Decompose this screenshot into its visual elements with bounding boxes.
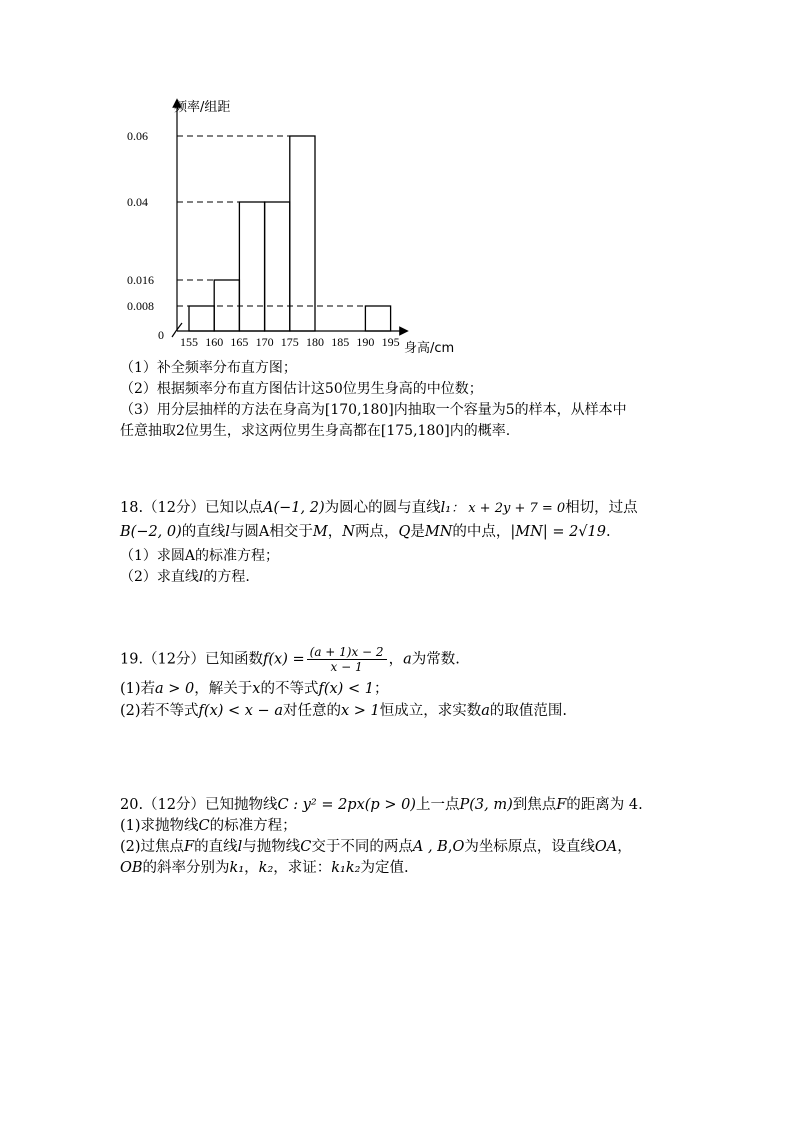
histogram-bar-170-175 [265, 202, 290, 331]
x-tick-labels [180, 335, 400, 349]
x-axis-label: 身高/cm [404, 341, 455, 356]
q17-part2: （2）根据频率分布直方图估计这50位男生身高的中位数； [120, 381, 483, 397]
q20-part2-cont: OB的斜率分别为k₁，k₂，求证：k₁k₂为定值. [120, 860, 409, 876]
x-tick-label: 195 [381, 335, 400, 349]
fraction: $\frac{(a + 1)x - 2}{x - 1}$ [307, 645, 387, 674]
q19-part2: (2)若不等式f(x) < x − a对任意的x > 1恒成立，求实数a的取值范围. [120, 703, 568, 719]
x-tick-label: 165 [230, 335, 249, 349]
x-tick-label: 155 [180, 335, 198, 349]
q19-part1: (1)若a > 0，解关于x的不等式f(x) < 1； [120, 681, 389, 697]
histogram-bar-190-195 [365, 306, 390, 331]
x-tick-label: 170 [255, 335, 274, 349]
q19-line1: 19.（12分）已知函数f(x) = $\frac{(a + 1)x - 2}{x - 1}$ ，a为常数. [120, 645, 460, 674]
q20-part1: (1)求抛物线C的标准方程； [120, 818, 297, 834]
y-tick-label: 0.008 [127, 299, 154, 313]
y-tick-label: 0.06 [127, 129, 148, 143]
y-axis-label: 频率/组距 [174, 100, 231, 115]
origin-label: 0 [158, 328, 164, 342]
q17-part3: （3）用分层抽样的方法在身高为[170,180]内抽取一个容量为5的样本，从样本中 [120, 402, 627, 418]
q18-line2: B(−2, 0)的直线l与圆A相交于M，N两点，Q是MN的中点，|MN| = 2√19. [120, 524, 611, 540]
x-tick-label: 180 [306, 335, 324, 349]
dashed-reference-lines [177, 136, 365, 306]
q17-part1: （1）补全频率分布直方图； [120, 360, 297, 376]
y-tick-label: 0.016 [127, 273, 154, 287]
histogram-bar-165-170 [239, 202, 264, 331]
q20-line1: 20.（12分）已知抛物线C : y² = 2px(p > 0)上一点P(3, m)到焦点F的距离为 4. [120, 797, 643, 813]
x-tick-label: 190 [356, 335, 375, 349]
histogram-bar-155-160 [189, 306, 214, 331]
x-tick-label: 185 [331, 335, 350, 349]
y-tick-labels [127, 129, 154, 313]
x-tick-label: 175 [280, 335, 299, 349]
q18-part2: （2）求直线l的方程. [120, 569, 250, 585]
histogram-bar-175-180 [290, 136, 315, 331]
q17-part3-cont: 任意抽取2位男生，求这两位男生身高都在[175,180]内的概率. [120, 423, 511, 439]
y-tick-label: 0.04 [127, 195, 148, 209]
q20-part2: (2)过焦点F的直线l与抛物线C交于不同的两点A , B,O为坐标原点，设直线OA， [120, 839, 632, 855]
histogram-bars [189, 136, 391, 331]
x-tick-label: 160 [205, 335, 224, 349]
frequency-histogram [0, 0, 794, 360]
q18-line1: 18.（12分）已知以点A(−1, 2)为圆心的圆与直线l₁： x + 2y + 7 = 0相切，过点 [120, 500, 638, 516]
q18-part1: （1）求圆A的标准方程； [120, 548, 280, 564]
